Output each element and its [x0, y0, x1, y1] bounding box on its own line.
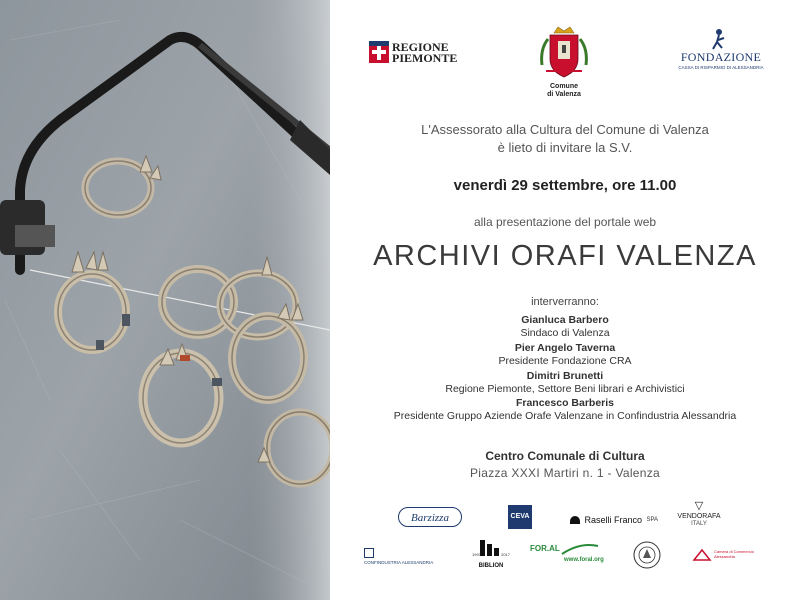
speaker-name: Dimitri Brunetti: [526, 370, 604, 382]
speaker-item: [330, 397, 800, 423]
speaker-item: [330, 370, 800, 396]
barzizza-name: Barzizza: [411, 512, 449, 524]
speaker-role: Presidente Fondazione CRA: [498, 355, 632, 367]
comune-valenza-logo: [536, 25, 592, 103]
speaker-role: Sindaco di Valenza: [520, 327, 610, 339]
comune-line2: di Valenza: [547, 91, 581, 98]
regione-piemonte-logo: [368, 40, 458, 66]
seal-logo: [632, 540, 662, 570]
venue-name: Centro Comunale di Cultura: [485, 449, 645, 463]
camera-icon: [692, 548, 712, 562]
fondazione-name: FONDAZIONE: [680, 50, 762, 64]
biblion-year-left: 1997: [472, 552, 481, 557]
speaker-item: [330, 342, 800, 368]
intro-line2: è lieto di invitare la S.V.: [497, 140, 633, 155]
camera-name: Camera di Commercio Alessandria: [714, 549, 755, 559]
valenza-crest-icon: [536, 25, 592, 83]
barzizza-logo: [398, 507, 462, 527]
venue-address: Piazza XXXI Martiri n. 1 - Valenza: [469, 466, 661, 480]
biblion-logo: [472, 538, 510, 570]
intro-line1: L'Assessorato alla Cultura del Comune di Valenza: [421, 122, 709, 137]
comune-line1: Comune: [550, 83, 578, 90]
camera-commercio-logo: [692, 546, 754, 564]
regione-line2: PIEMONTE: [392, 51, 458, 65]
raselli-logo: [570, 511, 660, 525]
confindustria-name: CONFINDUSTRIA ALESSANDRIA: [364, 560, 434, 565]
speaker-item: [330, 314, 800, 340]
vendorafa-logo: [672, 500, 726, 532]
vendorafa-name: VENDORAFA: [677, 513, 721, 520]
speakers-heading: interverranno:: [531, 296, 599, 308]
seal-icon: [632, 540, 662, 570]
raselli-suffix: SPA: [646, 516, 658, 523]
presentation-text: alla presentazione del portale web: [473, 215, 657, 229]
vendorafa-sub: ITALY: [691, 521, 707, 527]
foral-url: www.foral.org: [564, 557, 604, 563]
speaker-role: Presidente Gruppo Aziende Orafe Valenzane in Confindustria Alessandria: [393, 410, 737, 422]
raselli-icon: [570, 516, 580, 524]
biblion-year-right: 2017: [501, 552, 510, 557]
vendorafa-icon: ▽: [694, 500, 704, 512]
fondazione-figure-icon: [710, 28, 730, 50]
speaker-name: Francesco Barberis: [515, 397, 615, 409]
speaker-role: Regione Piemonte, Settore Beni librari e Archivistici: [445, 383, 685, 395]
invitation-intro: [330, 121, 800, 157]
biblion-name: BIBLION: [478, 563, 504, 569]
event-title: ARCHIVI ORAFI VALENZA: [373, 240, 757, 272]
fondazione-logo: [678, 28, 764, 72]
speaker-name: Pier Angelo Taverna: [514, 342, 616, 354]
ceva-logo: [508, 505, 532, 529]
raselli-name: Raselli Franco: [584, 514, 642, 525]
foral-logo: [530, 542, 610, 568]
ceva-name: CEVA: [510, 513, 530, 520]
event-date: venerdì 29 settembre, ore 11.00: [453, 177, 677, 194]
confindustria-logo: [364, 548, 454, 566]
confindustria-icon: [364, 548, 374, 558]
invitation-panel: [330, 0, 800, 600]
jewelry-photo: [0, 0, 330, 600]
regione-line1: REGIONE: [392, 40, 449, 54]
foral-name: FOR.AL: [530, 544, 560, 553]
speaker-name: Gianluca Barbero: [521, 314, 609, 326]
foral-swoosh-icon: [560, 542, 600, 556]
fondazione-sub: CASSA DI RISPARMIO DI ALESSANDRIA: [678, 65, 764, 70]
